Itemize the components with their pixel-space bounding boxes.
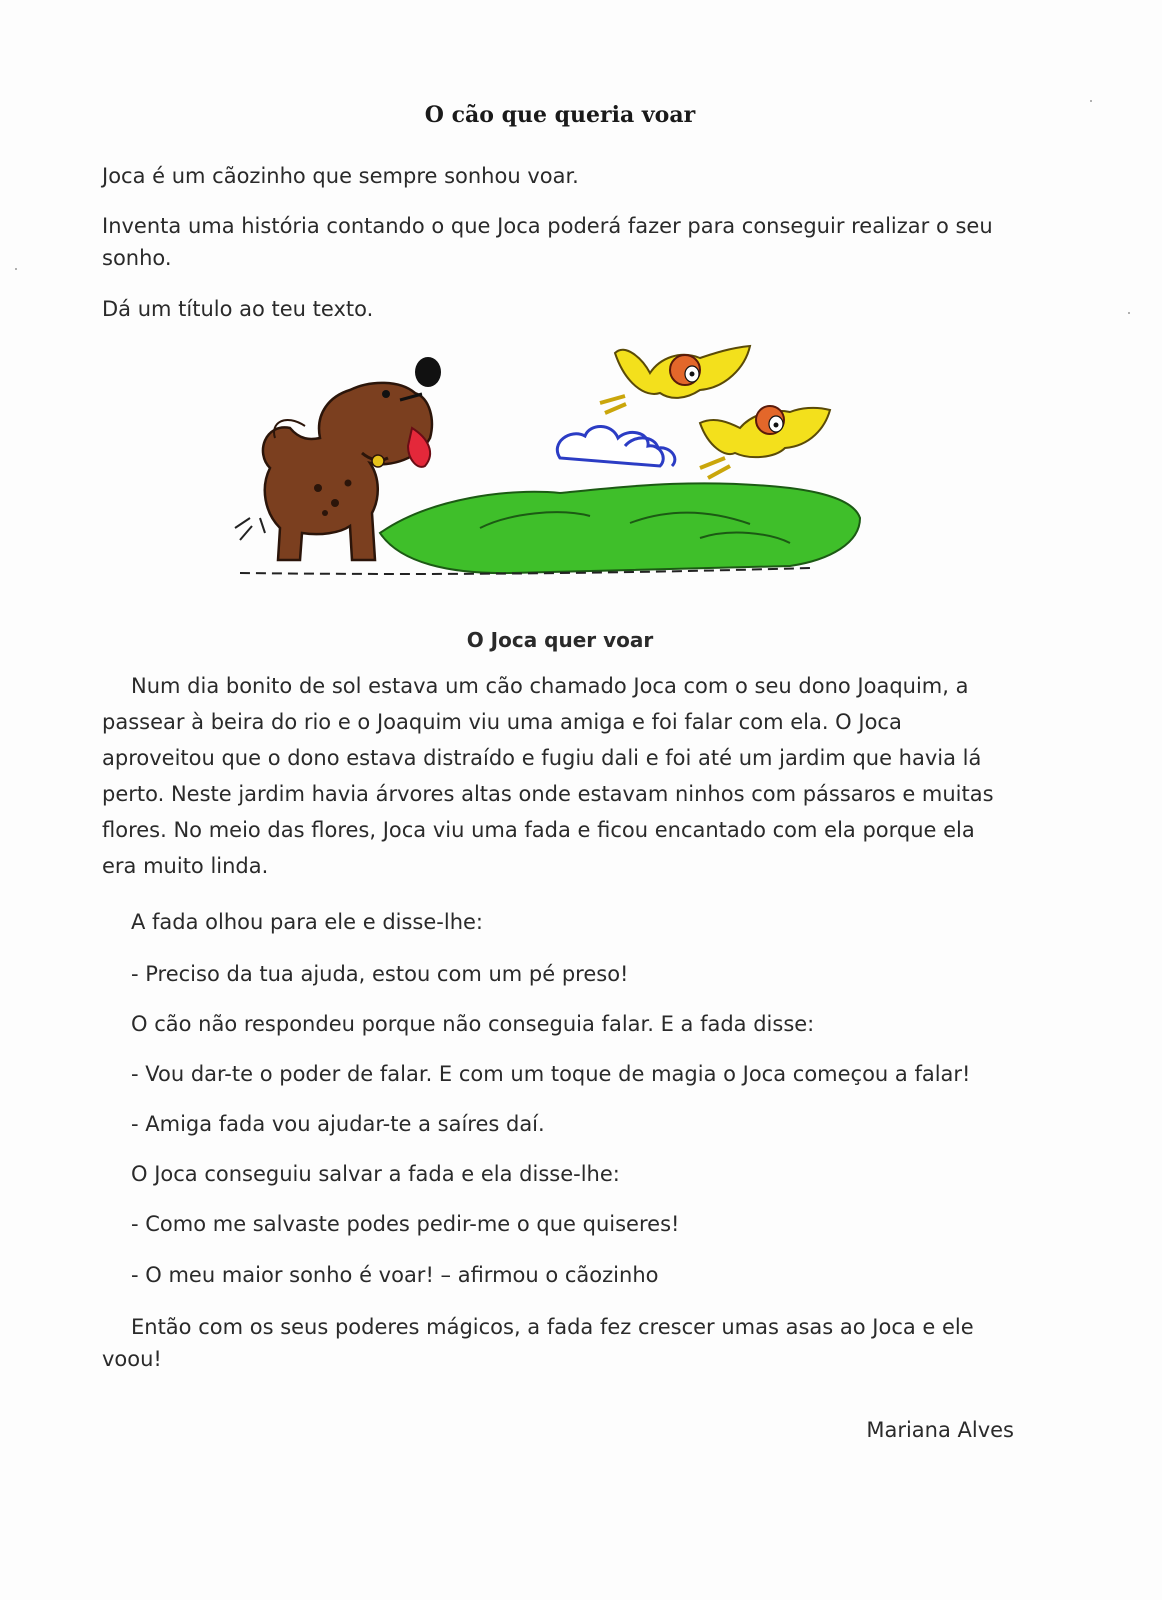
illustration [230, 328, 870, 598]
author-name: Mariana Alves [866, 1418, 1014, 1442]
story-line: - O meu maior sonho é voar! – afirmou o cãozinho [131, 1263, 659, 1287]
story-line: A fada olhou para ele e disse-lhe: [131, 910, 484, 934]
bird-icon [700, 406, 830, 478]
story-line: O Joca conseguiu salvar a fada e ela disse-lhe: [131, 1162, 620, 1186]
scan-speck [1128, 312, 1130, 314]
story-line: Então com os seus poderes mágicos, a fada fez crescer umas asas ao Joca e ele [131, 1315, 974, 1339]
story-line: voou! [102, 1347, 162, 1371]
story-line: Num dia bonito de sol estava um cão chamado Joca com o seu dono Joaquim, a [131, 674, 969, 698]
story-line: perto. Neste jardim havia árvores altas onde estavam ninhos com pássaros e muitas [102, 782, 994, 806]
story-line: - Vou dar-te o poder de falar. E com um toque de magia o Joca começou a falar! [131, 1062, 971, 1086]
story-line: O cão não respondeu porque não conseguia falar. E a fada disse: [131, 1012, 815, 1036]
story-line: - Amiga fada vou ajudar-te a saíres daí. [131, 1112, 545, 1136]
cloud-icon [557, 426, 675, 466]
prompt-line: Joca é um cãozinho que sempre sonhou voar. [102, 164, 579, 188]
prompt-line: Dá um título ao teu texto. [102, 297, 374, 321]
story-title: O Joca quer voar [466, 628, 654, 652]
story-line: flores. No meio das flores, Joca viu uma fada e ficou encantado com ela porque ela [102, 818, 975, 842]
story-line: - Preciso da tua ajuda, estou com um pé preso! [131, 962, 629, 986]
story-line: - Como me salvaste podes pedir-me o que quiseres! [131, 1212, 680, 1236]
prompt-line: sonho. [102, 246, 172, 270]
scan-speck [15, 268, 17, 270]
worksheet-title: O cão que queria voar [424, 102, 696, 128]
prompt-line: Inventa uma história contando o que Joca poderá fazer para conseguir realizar o seu [102, 214, 993, 238]
story-line: aproveitou que o dono estava distraído e fugiu dali e foi até um jardim que havia lá [102, 746, 982, 770]
bird-icon [600, 346, 750, 413]
scan-speck [1090, 100, 1092, 102]
story-line: era muito linda. [102, 854, 269, 878]
story-line: passear à beira do rio e o Joaquim viu uma amiga e foi falar com ela. O Joca [102, 710, 902, 734]
